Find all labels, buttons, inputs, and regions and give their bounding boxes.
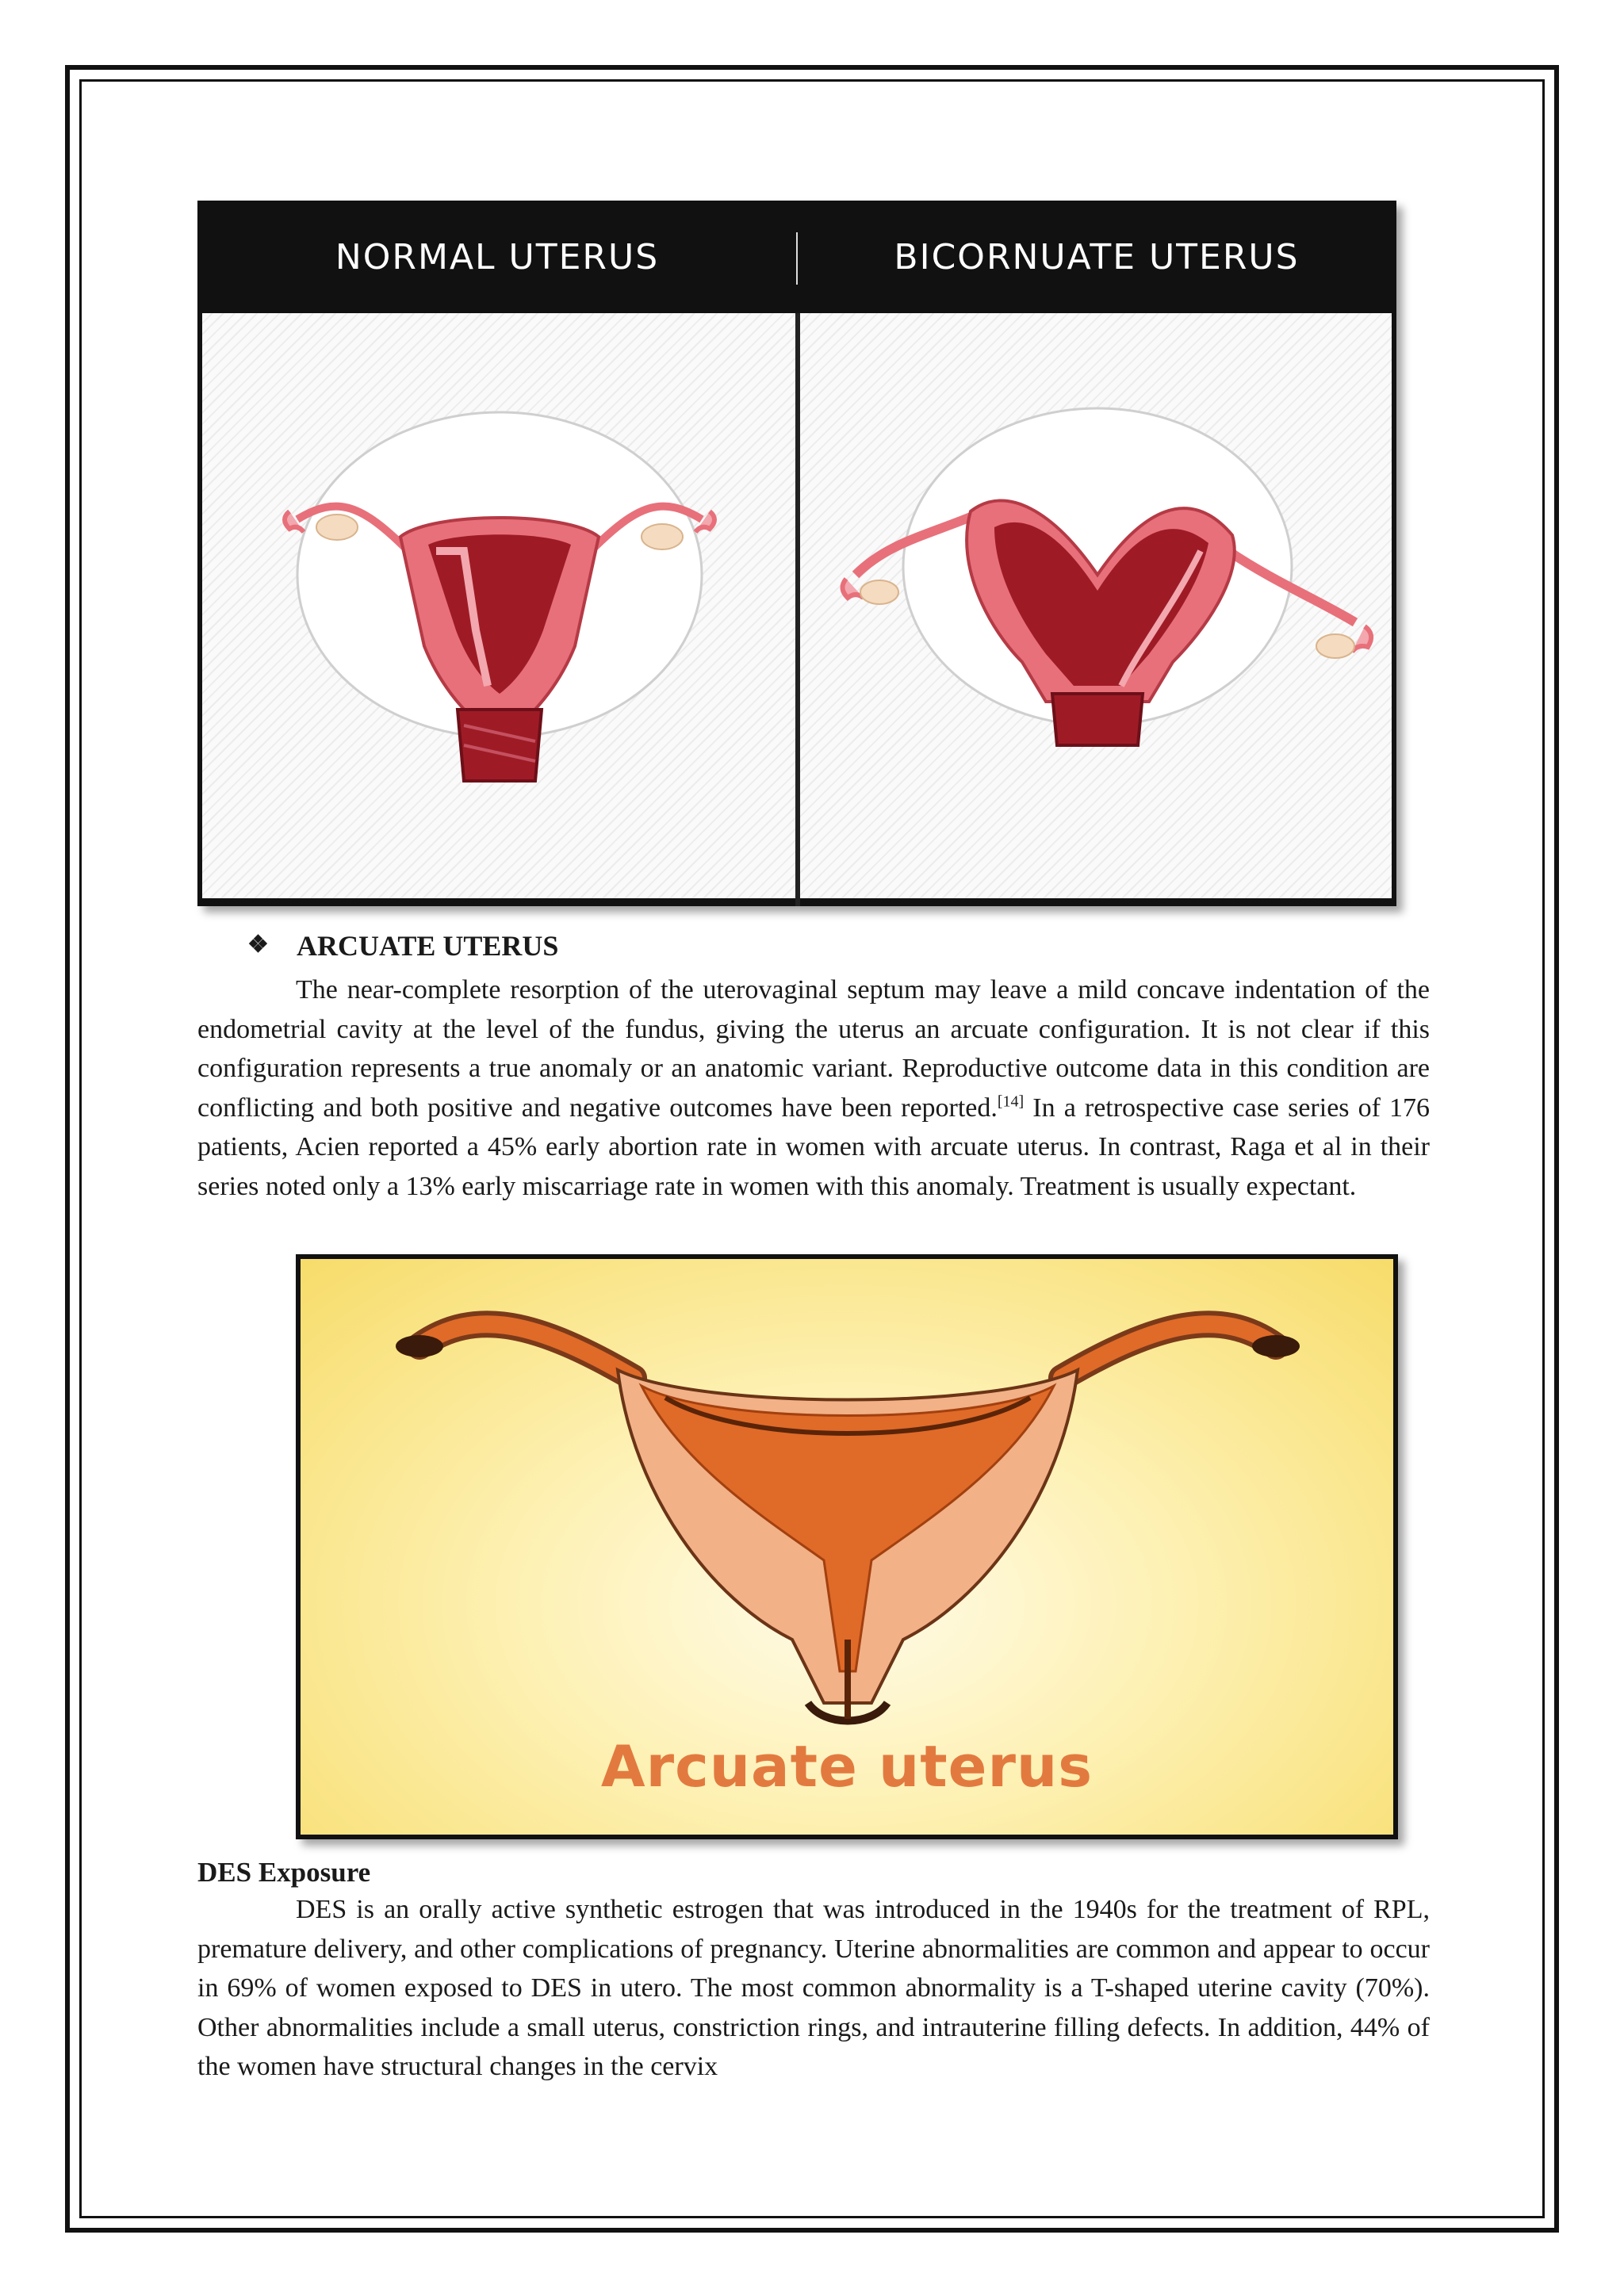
des-exposure-paragraph: DES is an orally active synthetic estrogen that was introduced in the 1940s for the treatment of RPL, premature delivery, and other complications of pregnancy. Uterine abnormalities are common and appear to occur in 69% of women exposed to DES in utero. The most common abnormality is a T-shaped uterine cavity (70%). Other abnormalities include a small uterus, constriction rings, and intrauterine filling defects. In addition, 44% of the women have structural changes in the cervix	[197, 1895, 1430, 2081]
bicornuate-uterus-label: BICORNUATE UTERUS	[894, 236, 1300, 277]
comparison-header	[197, 201, 1396, 313]
reference-citation: [14]	[997, 1093, 1025, 1111]
header-separator	[796, 232, 798, 285]
arcuate-paragraph	[197, 970, 1430, 1206]
diamond-bullet-icon: ❖	[247, 932, 269, 958]
uterus-comparison-figure	[197, 201, 1396, 906]
normal-uterus-label: NORMAL UTERUS	[335, 236, 660, 277]
bicornuate-uterus-panel	[800, 313, 1392, 898]
arcuate-uterus-figure	[296, 1254, 1398, 1839]
arcuate-heading-text: ARCUATE UTERUS	[297, 930, 559, 962]
bicornuate-uterus-illustration	[800, 313, 1392, 898]
arcuate-uterus-caption: Arcuate uterus	[600, 1733, 1094, 1800]
normal-uterus-panel	[202, 313, 795, 898]
arcuate-paragraph-text-2: In a retrospective case series of 176 patients, Acien reported a 45% early abortion rate in women with arcuate uterus. In contrast, Raga et al in their series noted only a 13% early miscarriage rate in women with this anomaly. Treatment is usually expectant.	[197, 1093, 1430, 1201]
arcuate-paragraph-text-1: The near-complete resorption of the uterovaginal septum may leave a mild concave indentation of the endometrial cavity at the level of the fundus, giving the uterus an arcuate configuration. It is not clear if this configuration represents a true anomaly or an anatomic variant. Reproductive outcome data in this condition are conflicting and both positive and negative outcomes have been reported.	[197, 975, 1430, 1123]
normal-uterus-illustration	[202, 313, 795, 898]
des-exposure-heading: DES Exposure	[197, 1857, 371, 1888]
